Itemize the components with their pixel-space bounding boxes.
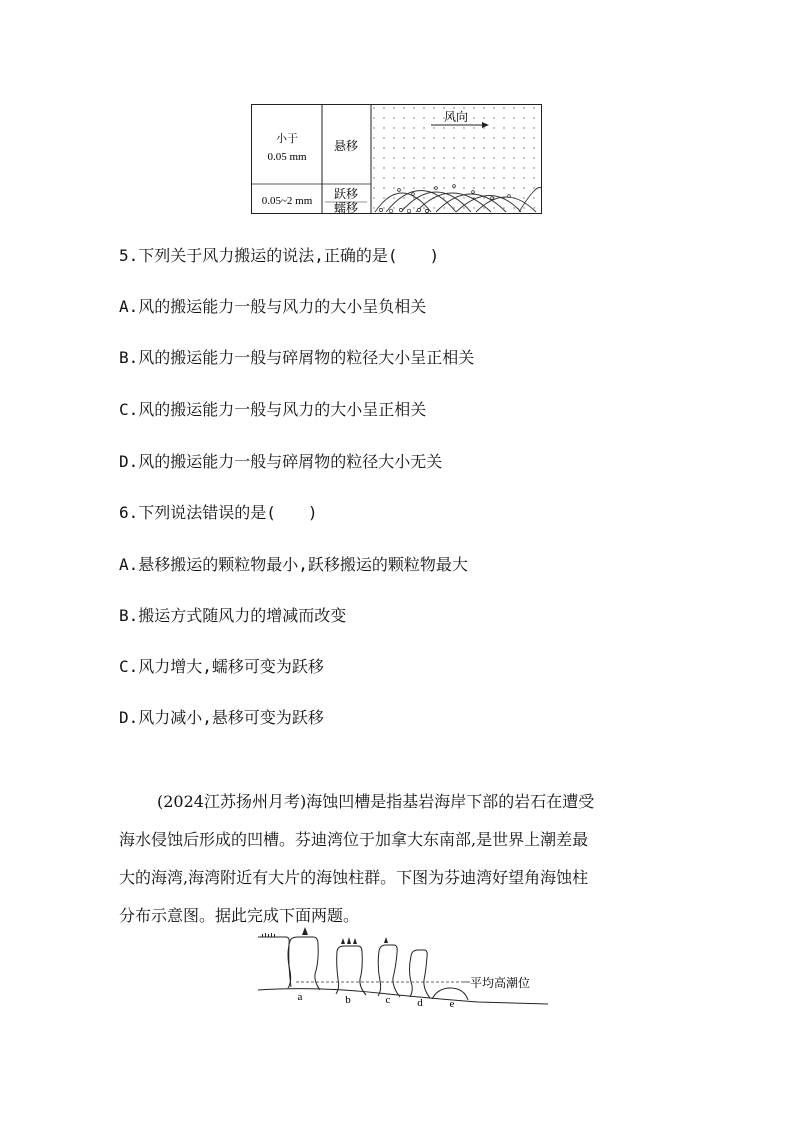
wind-label: 风向 — [443, 110, 469, 124]
tide-label: 平均高潮位 — [470, 976, 531, 990]
passage-line: 大的海湾,海湾附近有大片的海蚀柱群。下图为芬迪湾好望角海蚀柱 — [119, 868, 589, 887]
q6-option-d: D.风力减小,悬移可变为跃移 — [119, 708, 324, 727]
q6-option-a: A.悬移搬运的颗粒物最小,跃移搬运的颗粒物最大 — [119, 555, 468, 574]
label-e: e — [449, 998, 455, 1010]
label-b: b — [345, 994, 351, 1006]
label-c: c — [385, 994, 391, 1006]
label-d: d — [417, 997, 423, 1009]
label-a: a — [297, 991, 303, 1003]
sea-stack-b — [336, 946, 366, 995]
q5-option-d: D.风的搬运能力一般与碎屑物的粒径大小无关 — [119, 452, 443, 471]
row1-size-line1: 小于 — [276, 133, 298, 145]
sea-stack-diagram — [258, 924, 548, 1010]
passage — [119, 783, 679, 935]
tree-icons — [262, 927, 388, 944]
row2-size: 0.05~2 mm — [261, 195, 313, 207]
wind-transport-diagram — [251, 104, 542, 214]
row1-size-line2: 0.05 mm — [267, 151, 307, 163]
q5-option-c: C.风的搬运能力一般与风力的大小呈正相关 — [119, 400, 427, 419]
row2-mode-line2: 蠕移 — [333, 201, 359, 214]
q6-option-b: B.搬运方式随风力的增减而改变 — [119, 606, 347, 625]
q5-option-b: B.风的搬运能力一般与碎屑物的粒径大小呈正相关 — [119, 348, 475, 367]
passage-line: (2024江苏扬州月考)海蚀凹槽是指基岩海岸下部的岩石在遭受 — [157, 792, 595, 811]
row2-mode-line1: 跃移 — [333, 187, 359, 201]
sea-stack-c — [378, 945, 400, 997]
sea-stack-d — [410, 950, 431, 998]
q5-option-a: A.风的搬运能力一般与风力的大小呈负相关 — [119, 297, 427, 316]
q5-stem: 5.下列关于风力搬运的说法,正确的是( ) — [119, 246, 440, 265]
q6-option-c: C.风力增大,蠕移可变为跃移 — [119, 657, 324, 676]
passage-line: 海水侵蚀后形成的凹槽。芬迪湾位于加拿大东南部,是世界上潮差最 — [119, 830, 589, 849]
cliff-outline — [258, 937, 291, 987]
row1-mode: 悬移 — [333, 139, 359, 153]
passage-line: 分布示意图。据此完成下面两题。 — [119, 906, 360, 925]
q6-stem: 6.下列说法错误的是( ) — [119, 503, 318, 522]
